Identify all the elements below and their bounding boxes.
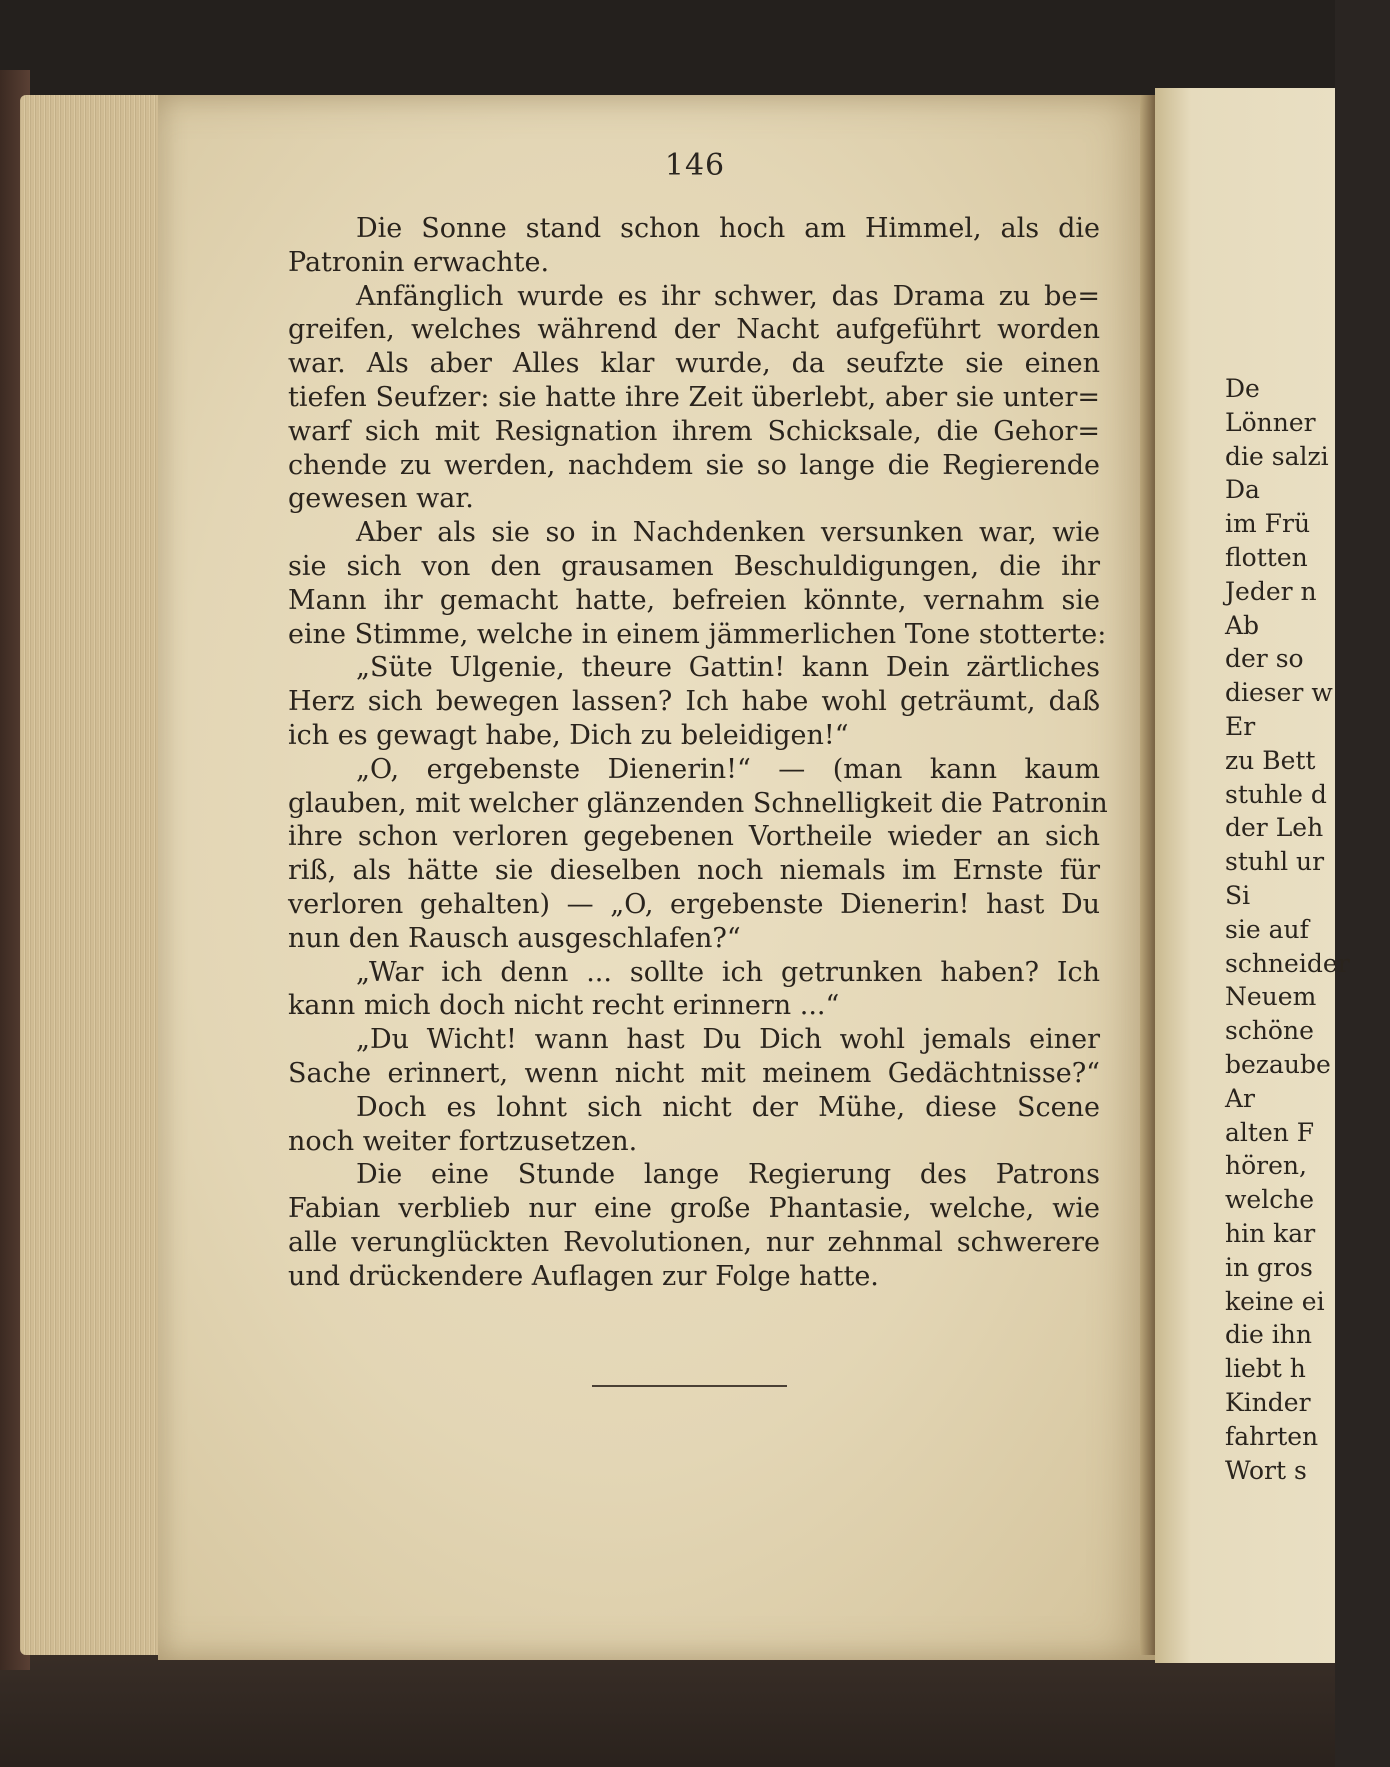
text-line: tiefen Seufzer: sie hatte ihre Zeit überlebt, aber sie unter= <box>288 381 1100 413</box>
section-end-rule <box>592 1385 787 1387</box>
text-line: sie sich von den grausamen Beschuldigungen, die ihr <box>288 550 1100 582</box>
text-line: warf sich mit Resignation ihrem Schicksale, die Gehor= <box>288 415 1100 447</box>
right-text-line: alten F <box>1225 1117 1315 1147</box>
text-line: eine Stimme, welche in einem jämmerlichen Tone stotterte: <box>288 618 1107 650</box>
text-line: verloren gehalten) — „O, ergebenste Dienerin! hast Du <box>288 888 1100 920</box>
left-page-text <box>288 212 1108 1294</box>
right-text-line: Lönner <box>1225 407 1316 437</box>
text-line: Aber als sie so in Nachdenken versunken war, wie <box>356 517 1100 549</box>
page-number: 146 <box>664 148 726 183</box>
right-text-line: der Leh <box>1225 813 1324 843</box>
text-line: Sache erinnert, wenn nicht mit meinem Gedächtnisse?“ <box>288 1057 1100 1089</box>
right-text-line: der so <box>1225 644 1304 674</box>
text-line: ihre schon verloren gegebenen Vortheile wieder an sich <box>288 821 1100 853</box>
text-line: „Süte Ulgenie, theure Gattin! kann Dein zärtliches <box>356 652 1100 684</box>
right-text-line: flotten <box>1225 542 1308 572</box>
text-line: Die Sonne stand schon hoch am Himmel, als die <box>356 213 1100 244</box>
right-text-line: Wort s <box>1225 1455 1307 1485</box>
right-text-line: De <box>1225 374 1260 403</box>
page-edges <box>20 95 170 1655</box>
text-line: war. Als aber Alles klar wurde, da seufzte sie einen <box>288 348 1100 380</box>
right-text-line: hin kar <box>1225 1218 1316 1248</box>
text-line: chende zu werden, nachdem sie so lange die Regierende <box>288 449 1100 481</box>
right-text-line: Da <box>1225 475 1260 505</box>
text-line: und drückendere Auflagen zur Folge hatte. <box>288 1260 879 1292</box>
text-line: alle verunglückten Revolutionen, nur zehnmal schwerere <box>288 1226 1100 1258</box>
text-line: greifen, welches während der Nacht aufgeführt worden <box>288 314 1100 346</box>
right-text-line: in gros <box>1225 1252 1313 1282</box>
right-text-line: Er <box>1225 711 1256 741</box>
right-text-line: Ar <box>1225 1083 1256 1113</box>
text-line: „War ich denn ... sollte ich getrunken haben? Ich <box>356 956 1100 988</box>
right-text-line: Ab <box>1225 610 1260 640</box>
right-text-line: bezaube <box>1225 1049 1331 1079</box>
text-line: „O, ergebenste Dienerin!“ — (man kann kaum <box>356 753 1100 785</box>
text-line: riß, als hätte sie dieselben noch niemals im Ernste für <box>288 855 1100 887</box>
right-text-line: sie auf <box>1225 914 1309 944</box>
right-text-line: fahrten <box>1225 1421 1319 1451</box>
right-text-line: Jeder n <box>1225 576 1317 606</box>
right-text-line: die ihn <box>1225 1320 1312 1350</box>
right-text-line: im Frü <box>1225 509 1311 539</box>
right-page-text <box>1225 372 1375 1487</box>
right-text-line: stuhle d <box>1225 779 1327 809</box>
right-text-line: hören, <box>1225 1151 1307 1181</box>
text-line: kann mich doch nicht recht erinnern ...“ <box>288 990 840 1022</box>
right-text-line: Si <box>1225 880 1251 910</box>
text-line: „Du Wicht! wann hast Du Dich wohl jemals einer <box>356 1024 1100 1056</box>
text-line: Doch es lohnt sich nicht der Mühe, diese Scene <box>356 1091 1100 1123</box>
right-text-line: dieser w <box>1225 678 1333 708</box>
text-line: Patronin erwachte. <box>288 246 550 278</box>
right-text-line: welche <box>1225 1185 1315 1215</box>
text-line: glauben, mit welcher glänzenden Schnelligkeit die Patronin <box>288 787 1108 819</box>
text-line: ich es gewagt habe, Dich zu beleidigen!“ <box>288 719 849 751</box>
text-line: gewesen war. <box>288 483 474 515</box>
text-line: Herz sich bewegen lassen? Ich habe wohl geträumt, daß <box>288 686 1100 718</box>
right-text-line: die salzi <box>1225 441 1329 471</box>
right-text-line: schöne <box>1225 1016 1314 1046</box>
text-line: Fabian verblieb nur eine große Phantasie, welche, wie <box>288 1193 1100 1225</box>
text-line: nun den Rausch ausgeschlafen?“ <box>288 922 741 954</box>
right-text-line: keine ei <box>1225 1286 1325 1316</box>
text-line: Die eine Stunde lange Regierung des Patrons <box>356 1159 1100 1191</box>
right-text-line: Neuem <box>1225 982 1317 1012</box>
right-text-line: schneider <box>1225 948 1350 978</box>
text-line: noch weiter fortzusetzen. <box>288 1125 638 1157</box>
text-line: Anfänglich wurde es ihr schwer, das Drama zu be= <box>356 280 1100 312</box>
right-text-line: liebt h <box>1225 1354 1306 1384</box>
right-text-line: stuhl ur <box>1225 847 1325 877</box>
text-line: Mann ihr gemacht hatte, befreien könnte, vernahm sie <box>288 584 1100 616</box>
right-text-line: Kinder <box>1225 1387 1311 1417</box>
right-text-line: zu Bett <box>1225 745 1316 775</box>
